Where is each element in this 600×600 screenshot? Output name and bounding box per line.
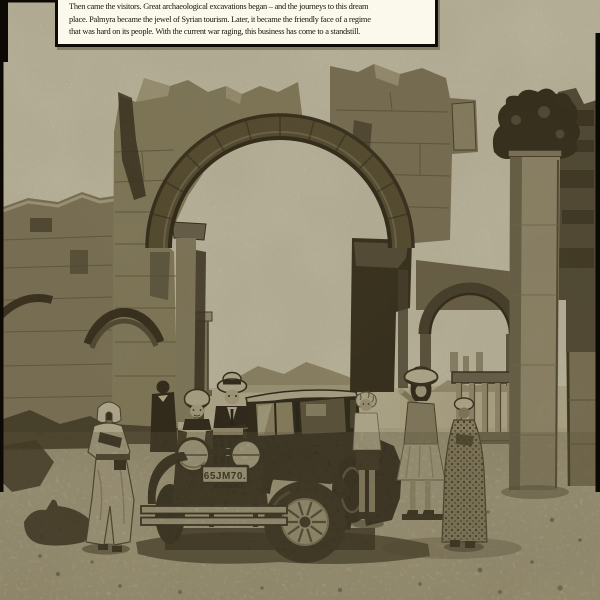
license-plate-text: 65JM70. [203, 471, 247, 482]
caption-line: Then came the visitors. Great archaeological excavations began – and the journeys to this dream [69, 2, 369, 11]
caption-line: that was hard on its people. With the current war raging, this business has come to a standstill. [69, 27, 361, 36]
caption-line: place. Palmyra became the jewel of Syrian tourism. Later, it became the friendly face of a regime [69, 14, 371, 24]
caption-box [55, 0, 438, 47]
